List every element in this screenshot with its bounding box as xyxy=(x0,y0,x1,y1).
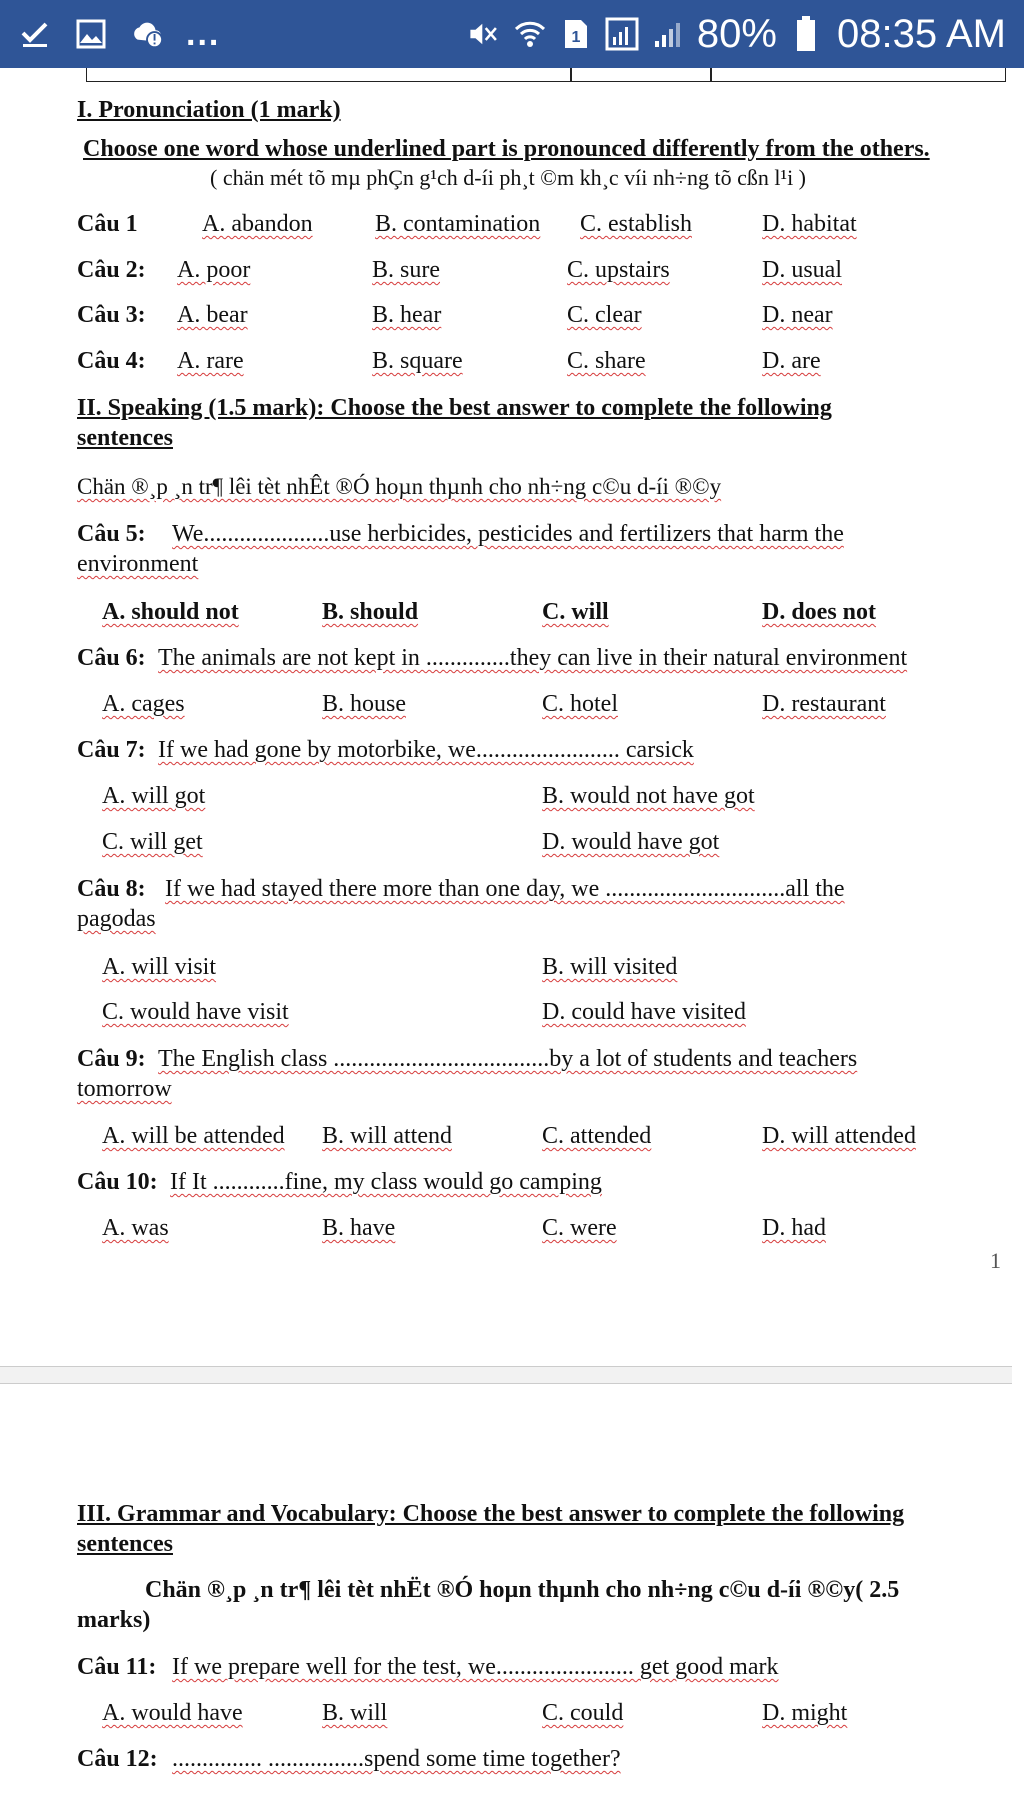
q8-option-c[interactable]: C. would have visit xyxy=(102,999,289,1025)
q2-option-b[interactable]: B. sure xyxy=(372,257,440,283)
document-page xyxy=(0,68,1024,1820)
table-divider xyxy=(710,68,712,82)
q9-option-d[interactable]: D. will attended xyxy=(762,1123,916,1149)
q3-option-b[interactable]: B. hear xyxy=(372,302,442,328)
sim-1-icon xyxy=(559,17,593,51)
more-notifications: ... xyxy=(186,14,221,53)
battery-icon xyxy=(789,17,823,51)
q10-option-c[interactable]: C. were xyxy=(542,1215,617,1241)
q8-label: Câu 8: xyxy=(77,876,146,902)
q6-option-d[interactable]: D. restaurant xyxy=(762,691,886,717)
page-number: 1 xyxy=(990,1248,1001,1273)
q8-option-b[interactable]: B. will visited xyxy=(542,954,678,980)
q8-option-d[interactable]: D. could have visited xyxy=(542,999,746,1025)
q2-option-d[interactable]: D. usual xyxy=(762,257,842,283)
q12-label: Câu 12: xyxy=(77,1746,158,1772)
q11-label: Câu 11: xyxy=(77,1654,157,1680)
q8-text: If we had stayed there more than one day, we ..............................all the xyxy=(165,876,845,902)
mute-icon xyxy=(467,17,501,51)
q1-option-a[interactable]: A. abandon xyxy=(202,211,313,237)
q6-option-a[interactable]: A. cages xyxy=(102,691,185,717)
header-table-fragment xyxy=(86,68,1006,82)
section-2-vn-instruction: Chän ®¸p ¸n tr¶ lêi tèt nhÊt ®Ó hoµn thµnh cho nh÷ng c©u d-íi ®©y xyxy=(77,474,722,499)
q3-label: Câu 3: xyxy=(77,302,146,328)
q5-text: We.....................use herbicides, pesticides and fertilizers that harm the xyxy=(172,521,844,547)
section-2-title: II. Speaking (1.5 mark): Choose the best answer to complete the following xyxy=(77,395,832,421)
section-3-title: III. Grammar and Vocabulary: Choose the best answer to complete the following xyxy=(77,1501,905,1527)
q2-option-c[interactable]: C. upstairs xyxy=(567,257,670,283)
image-icon xyxy=(74,17,108,51)
section-1-instruction: Choose one word whose underlined part is pronounced differently from the others. xyxy=(83,136,930,162)
section-1-vn-instruction: ( chän mét tõ mµ phÇn g¹ch d-íi ph¸t ©m kh¸c víi nh÷ng tõ cßn l¹i ) xyxy=(210,165,807,190)
q10-option-b[interactable]: B. have xyxy=(322,1215,396,1241)
section-3-vn-instruction-cont: marks) xyxy=(77,1607,151,1633)
q5-text-cont: environment xyxy=(77,551,199,577)
q11-text: If we prepare well for the test, we....................... get good mark xyxy=(172,1654,779,1680)
svg-text:1: 1 xyxy=(571,29,581,46)
q9-label: Câu 9: xyxy=(77,1046,146,1072)
clock: 08:35 AM xyxy=(836,11,1006,56)
q9-option-b[interactable]: B. will attend xyxy=(322,1123,452,1149)
q1-label: Câu 1 xyxy=(77,211,138,237)
q4-label: Câu 4: xyxy=(77,348,146,374)
q11-option-b[interactable]: B. will xyxy=(322,1700,388,1726)
q10-option-d[interactable]: D. had xyxy=(762,1215,826,1241)
status-bar xyxy=(0,0,1024,68)
q1-option-b[interactable]: B. contamination xyxy=(375,211,541,237)
q1-option-c[interactable]: C. establish xyxy=(580,211,692,237)
q8-option-a[interactable]: A. will visit xyxy=(102,954,217,980)
q7-option-d[interactable]: D. would have got xyxy=(542,829,720,855)
q3-option-a[interactable]: A. bear xyxy=(177,302,248,328)
q2-label: Câu 2: xyxy=(77,257,146,283)
q9-option-a[interactable]: A. will be attended xyxy=(102,1123,285,1149)
q9-option-c[interactable]: C. attended xyxy=(542,1123,652,1149)
download-done-icon xyxy=(18,17,52,51)
q8-text-cont: pagodas xyxy=(77,906,156,932)
q7-option-a[interactable]: A. will got xyxy=(102,783,206,809)
q5-option-b[interactable]: B. should xyxy=(322,599,419,625)
q4-option-b[interactable]: B. square xyxy=(372,348,463,374)
q6-text: The animals are not kept in ..............they can live in their natural environment xyxy=(158,645,908,671)
q1-option-d[interactable]: D. habitat xyxy=(762,211,857,237)
battery-percent: 80% xyxy=(696,11,777,56)
q9-text-cont: tomorrow xyxy=(77,1076,172,1102)
q12-text: ............... ................spend some time together? xyxy=(172,1746,621,1772)
q7-text: If we had gone by motorbike, we........................ carsick xyxy=(158,737,694,763)
q4-option-d[interactable]: D. are xyxy=(762,348,821,374)
q7-option-b[interactable]: B. would not have got xyxy=(542,783,755,809)
q6-option-c[interactable]: C. hotel xyxy=(542,691,618,717)
q11-option-a[interactable]: A. would have xyxy=(102,1700,243,1726)
table-divider xyxy=(570,68,572,82)
section-3-title-cont: sentences xyxy=(77,1531,173,1557)
q4-option-a[interactable]: A. rare xyxy=(177,348,244,374)
q7-option-c[interactable]: C. will get xyxy=(102,829,203,855)
q3-option-d[interactable]: D. near xyxy=(762,302,833,328)
q5-option-c[interactable]: C. will xyxy=(542,599,609,625)
q10-text: If It ............fine, my class would go camping xyxy=(170,1169,602,1195)
signal-bars-icon xyxy=(651,17,685,51)
page-gap xyxy=(0,1367,1012,1383)
q10-option-a[interactable]: A. was xyxy=(102,1215,169,1241)
q5-option-d[interactable]: D. does not xyxy=(762,599,877,625)
q10-label: Câu 10: xyxy=(77,1169,158,1195)
q6-label: Câu 6: xyxy=(77,645,146,671)
section-3-vn-instruction: Chän ®¸p ¸n tr¶ lêi tèt nhËt ®Ó hoµn thµnh cho nh÷ng c©u d-íi ®©y( 2.5 xyxy=(145,1577,900,1603)
q5-option-a[interactable]: A. should not xyxy=(102,599,239,625)
q2-option-a[interactable]: A. poor xyxy=(177,257,251,283)
q9-text: The English class ....................................by a lot of students and teachers xyxy=(158,1046,858,1072)
q11-option-d[interactable]: D. might xyxy=(762,1700,848,1726)
q11-option-c[interactable]: C. could xyxy=(542,1700,624,1726)
section-1-title: I. Pronunciation (1 mark) xyxy=(77,97,341,123)
q4-option-c[interactable]: C. share xyxy=(567,348,646,374)
q6-option-b[interactable]: B. house xyxy=(322,691,406,717)
wifi-icon xyxy=(513,17,547,51)
q5-label: Câu 5: xyxy=(77,521,146,547)
page-break-bottom xyxy=(0,1383,1012,1384)
section-2-title-cont: sentences xyxy=(77,425,173,451)
signal-box-icon xyxy=(605,17,639,51)
cloud-info-icon xyxy=(130,17,164,51)
q7-label: Câu 7: xyxy=(77,737,146,763)
q3-option-c[interactable]: C. clear xyxy=(567,302,642,328)
